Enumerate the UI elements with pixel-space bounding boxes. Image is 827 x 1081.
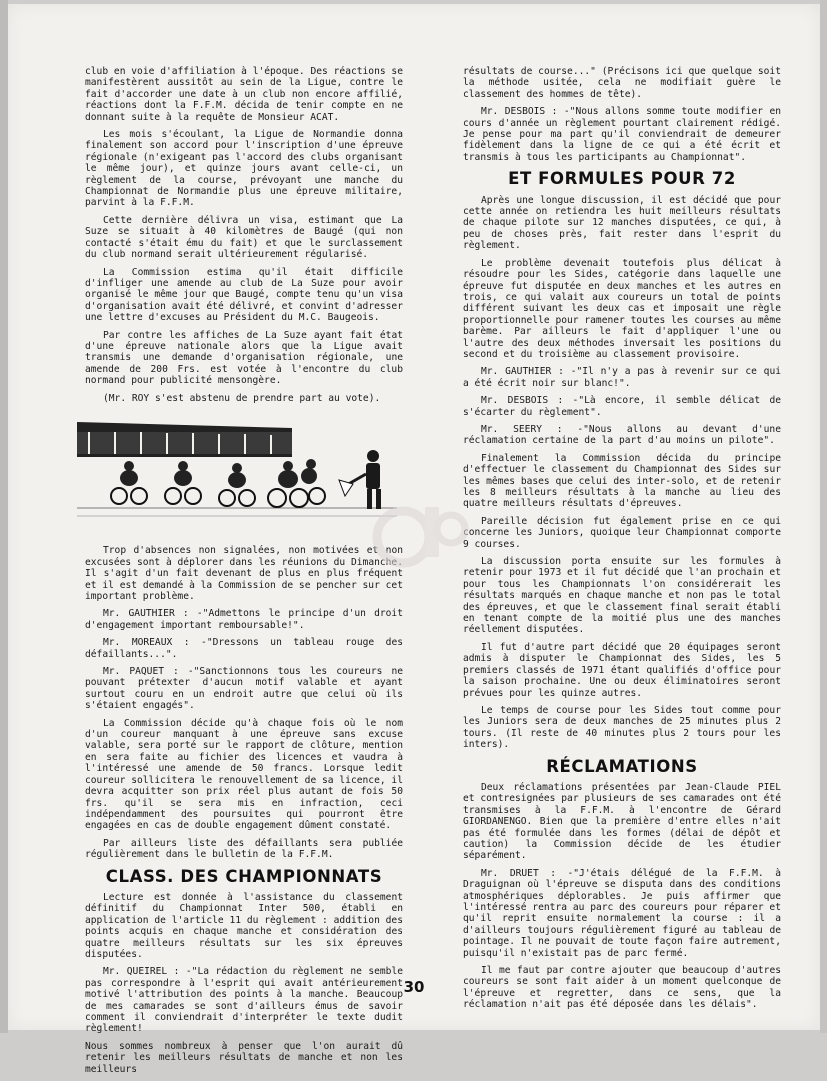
paragraph: Pareille décision fut également prise en ce qui concerne les Juniors, quoique leur Championnat comporte 9 courses. (463, 515, 781, 550)
quote-paquet: Mr. PAQUET : -"Sanctionnons tous les coureurs ne pouvant prétexter d'aucun motif valable et ayant surtout couru en un endroit autre que celui où ils s'étaient engagés". (85, 666, 403, 712)
paragraph: Nous sommes nombreux à penser que l'on aurait dû retenir les meilleurs résultats de manche et non les meilleurs (85, 1040, 403, 1075)
paragraph: Lecture est donnée à l'assistance du classement définitif du Championnat Inter 500, établi en application de l'article 11 du règlement : addition des points acquis en chaque manche et considération des quatre meilleurs résultats sur les six épreuves disputées. (85, 891, 403, 960)
left-column (85, 66, 403, 1081)
quote-queirel: Mr. QUEIREL : -"La rédaction du règlement ne semble pas correspondre à l'esprit qui avait antérieurement motivé l'attribution des points à la manche. Beaucoup de mes camarades se sont d'ailleurs émus de savoir comment il conviendrait d'interpréter le texte dudit règlement! (85, 966, 403, 1035)
page-number: 30 (403, 978, 425, 996)
paragraph: La discussion porta ensuite sur les formules à retenir pour 1973 et il fut décidé que l'an prochain et pour tous les Championnats l'on considérerait les résultats marqués en chaque manche et non pas le total des épreuves, et que le classement final serait établi en tenant compte de la moitié plus une des manches réellement disputées. (463, 556, 781, 636)
paragraph: La Commission décide qu'à chaque fois où le nom d'un coureur manquant à une épreuve sans excuse valable, sera porté sur le rapport de clôture, mention en sera faite au fichier des licences et vaudra à l'intéressé une amende de 50 francs. Lorsque ledit coureur sollicitera le renouvellement de sa licence, il devra acquitter son prix réel plus autant de fois 50 frs. qu'il se sera mis en infraction, ceci indépendamment des poursuites qui pourront être engagées en cas de double engagement dûment constaté. (85, 717, 403, 832)
paragraph: Le temps de course pour les Sides tout comme pour les Juniors sera de deux manches de 25 minutes plus 2 tours. (Il reste de 40 minutes plus 2 tours pour les inters). (463, 704, 781, 751)
paragraph: Par ailleurs liste des défaillants sera publiée régulièrement dans le bulletin de la F.F.M. (85, 837, 403, 861)
paragraph: Par contre les affiches de La Suze ayant fait état d'une épreuve nationale alors que la Ligue avait transmis une demande d'organisation régionale, une amende de 200 Frs. est votée à l'encontre du club normand pour publicité mensongère. (85, 329, 403, 387)
scan-edge-left (0, 0, 8, 1033)
paragraph: Après une longue discussion, il est décidé que pour cette année on retiendra les huit meilleurs résultats de chaque pilote sur 12 manches disputées, ce qui, à peu de choses près, fait rester dans l'esprit du règlement. (463, 194, 781, 252)
quote-gauthier: Mr. GAUTHIER : -"Admettons le principe d'un droit d'engagement important remboursable!". (85, 608, 403, 631)
quote-desbois: Mr. DESBOIS : -"Nous allons somme toute modifier en cours d'année un règlement pourtant clairement rédigé. Je pense pour ma part qu'il conviendrait de demeurer fidèlement dans la ligne de ce qui a été écrit et transmis à tous les participants au Championnat". (463, 106, 781, 163)
section-heading-reclamations: RÉCLAMATIONS (546, 756, 698, 776)
paragraph: Les mois s'écoulant, la Ligue de Normandie donna finalement son accord pour l'inscription d'une épreuve régionale (n'exigeant pas l'accord des clubs organisant le même jour), et quinze jours avant celle-ci, un règlement de la course, prévoyant une manche du Championnat de Normandie plus une épreuve militaire, parvint à la F.F.M. (85, 129, 403, 209)
section-heading-class-championnats: CLASS. DES CHAMPIONNATS (105, 866, 383, 886)
paragraph: Cette dernière délivra un visa, estimant que La Suze se situait à 40 kilomètres de Baugé (qui non contacté s'était ému du fait) et que le surclassement du club normand serait ultérieurement régularisé. (85, 214, 403, 261)
motocross-illustration (77, 416, 407, 526)
page-sheet (8, 4, 820, 1075)
paragraph: club en voie d'affiliation à l'époque. Des réactions se manifestèrent aussitôt au sein de la Ligue, contre le fait d'accorder une date à un club non encore affilié, réactions dont la F.F.M. décida de tenir compte en ne donnant suite à la requête de Monsieur ACAT. (85, 66, 403, 123)
paragraph: Il fut d'autre part décidé que 20 équipages seront admis à disputer le Championnat des Sides, les 5 premiers classés de 1971 étant qualifiés d'office pour la saison prochaine. Une ou deux éliminatoires seront prévues pour les quinze autres. (463, 641, 781, 699)
quote-desbois: Mr. DESBOIS : -"Là encore, il semble délicat de s'écarter du règlement". (463, 395, 781, 418)
paragraph: Il me faut par contre ajouter que beaucoup d'autres coureurs se sont fait aider à un moment quelconque de l'épreuve et regretter, dans ce sens, que la réclamation n'ait pas été déposée dans les délais". (463, 965, 781, 1011)
section-heading-formules-72: ET FORMULES POUR 72 (508, 169, 736, 189)
paragraph: Deux réclamations présentées par Jean-Claude PIEL et contresignées par plusieurs de ses camarades ont été transmises à la F.F.M. à l'encontre de Gérard GIORDANENGO. Bien que la première d'entre elles n'ait pas été formulée dans les formes (délai de dépôt et caution) la Commission décide de les étudier séparément. (463, 781, 781, 862)
paragraph: résultats de course..." (Précisons ici que quelque soit la méthode usitée, cela ne modifiait guère le classement des hommes de tête). (463, 66, 781, 100)
paragraph: Trop d'absences non signalées, non motivées et non excusées sont à déplorer dans les réunions du Dimanche. Il s'agit d'un fait devenant de plus en plus fréquent et il est demandé à la Commission de se pencher sur cet important problème. (85, 545, 403, 602)
paragraph: Finalement la Commission décida du principe d'effectuer le classement du Championnat des Sides sur les mêmes bases que celui des inter-solo, et de retenir les 8 meilleurs résultats à la manche au lieu des quatre meilleurs résultats d'épreuves. (463, 452, 781, 510)
paragraph: (Mr. ROY s'est abstenu de prendre part au vote). (103, 392, 381, 404)
quote-druet: Mr. DRUET : -"J'étais délégué de la F.F.M. à Draguignan où l'épreuve se disputa dans des conditions atmosphériques déplorables. Je puis affirmer que l'intéressé rentra au parc des coureurs pour réparer et qu'il reprit ensuite normalement la course : il a d'ailleurs toujours régulièrement figuré au tableau de pointage. Il ne pouvait de toute façon faire autrement, puisqu'il n'existait pas de parc fermé. (463, 867, 781, 959)
quote-seery: Mr. SEERY : -"Nous allons au devant d'une réclamation certaine de la part d'au moins un pilote". (463, 423, 781, 447)
watermark-stamp (363, 499, 473, 579)
quote-moreaux: Mr. MOREAUX : -"Dressons un tableau rouge des défaillants...". (85, 637, 403, 660)
paragraph: La Commission estima qu'il était difficile d'infliger une amende au club de La Suze pour avoir organisé le même jour que Baugé, compte tenu qu'un visa d'organisation avait été délivré, et convint d'adresser une lettre d'excuses au Président du M.C. Baugeois. (85, 266, 403, 324)
paragraph: Le problème devenait toutefois plus délicat à résoudre pour les Sides, catégorie dans laquelle une épreuve fut disputée en deux manches et les autres en trois, ce qui valait aux coureurs un total de points différent suivant les deux cas et imposait une règle proportionnelle pour ramener toutes les courses au même barème. Par ailleurs le fait d'appliquer l'une ou l'autre des deux méthodes inversait les positions du second et du troisième au classement provisoire. (463, 257, 781, 360)
right-column (463, 66, 781, 1017)
quote-gauthier: Mr. GAUTHIER : -"Il n'y a pas à revenir sur ce qui a été écrit noir sur blanc!". (463, 366, 781, 389)
scan-edge-right (820, 0, 827, 1033)
